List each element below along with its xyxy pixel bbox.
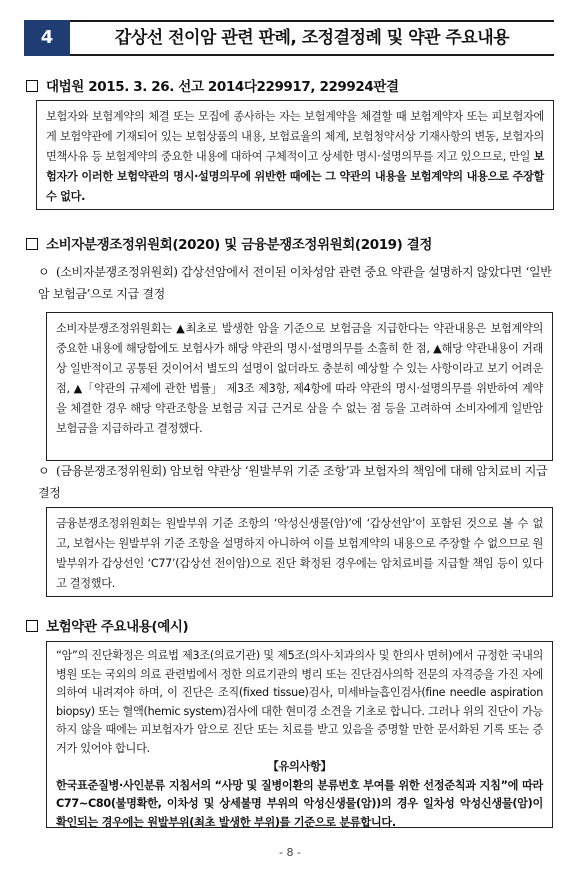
circle-bullet-icon: ㅇ [38, 464, 50, 478]
supreme-court-heading [26, 75, 399, 95]
financial-committee-summary: (금융분쟁조정위원회) 암보험 약관상 ‘원발부위 기준 조항’과 보험자의 책임에 대해 암치료비 지급 결정 [38, 464, 548, 500]
financial-committee-item [38, 460, 556, 504]
consumer-committee-box [46, 312, 553, 461]
supreme-court-bold-text: 보험자가 이러한 보험약관의 명시·설명의무에 위반한 때에는 그 약관의 내용을 보험계약의 내용으로 주장할 수 없다. [46, 150, 544, 203]
section-header-title: 갑상선 전이암 관련 판례, 조정결정례 및 약관 주요내용 [114, 28, 510, 48]
section-number-badge: 4 [24, 20, 70, 56]
circle-bullet-icon: ㅇ [38, 265, 50, 279]
consumer-committee-item [38, 261, 556, 305]
consumer-committee-box-text: 소비자분쟁조정위원회는 ▲최초로 발생한 암을 기준으로 보험금을 지급한다는 약관내용은 보험계약의 중요한 내용에 해당함에도 보험사가 해당 약관의 명시·설명의무를 소홀히 한 점, ▲해당 약관내용이 거래상 일반적이고 공통된 것이어서 별도의 설명이 없더라도 충분히 예상할 수 있는 사항이라고 보기 어려운 점, ▲「약관의 규제에 관한 법률」 제3조 제3항, 제4항에 따라 약관의 명시·설명의무를 위반하여 계약을 체결한 경우 해당 약관조항을 보험금 지급 근거로 삼을 수 없는 점 등을 고려하여 소비자에게 일반암 보험금을 지급하라고 결정했다. [56, 322, 543, 435]
financial-committee-box-text: 금융분쟁조정위원회는 원발부위 기준 조항의 ‘악성신생물(암)’에 ‘갑상선암’이 포함된 것으로 볼 수 없고, 보험사는 원발부위 기준 조항을 설명하지 아니하여 이를 보험계약의 내용으로 주장할 수 없으므로 원발부위가 갑상선인 ‘C77’(갑상선 전이암)으로 진단 확정된 경우에는 암치료비를 지급할 책임 등이 있다고 결정했다. [56, 517, 543, 590]
notice-title: 【유의사항】 [267, 760, 332, 773]
policy-terms-heading-text: 보험약관 주요내용(예시) [46, 619, 189, 635]
policy-terms-box [46, 641, 553, 828]
policy-terms-heading [26, 615, 188, 635]
committee-decision-heading-text: 소비자분쟁조정위원회(2020) 및 금융분쟁조정위원회(2019) 결정 [46, 237, 433, 253]
supreme-court-heading-text: 대법원 2015. 3. 26. 선고 2014다229917, 229924판결 [46, 79, 399, 95]
page-number: - 8 - [279, 846, 301, 859]
consumer-committee-summary: (소비자분쟁조정위원회) 갑상선암에서 전이된 이차성암 관련 중요 약관을 설명하지 않았다면 ‘일반암 보험금’으로 지급 결정 [38, 265, 552, 301]
committee-decision-heading [26, 233, 432, 253]
square-bullet-icon [26, 80, 38, 92]
financial-committee-box [46, 507, 553, 597]
square-bullet-icon [26, 620, 38, 632]
square-bullet-icon [26, 238, 38, 250]
policy-terms-text: “암”의 진단확정은 의료법 제3조(의료기관) 및 제5조(의사·치과의사 및 한의사 면허)에서 규정한 국내의 병원 또는 국외의 의료 관련법에서 정한 의료기관의 병리 또는 진단검사의학 전문의 자격증을 가진 자에 의하여 내려져야 하며, 이 진단은 조직(fixed tissue)검사, 미세바늘흡인검사(fine needle aspiration biopsy) 또는 혈액(hemic system)검사에 대한 현미경 소견을 기초로 합니다. 그러나 위의 진단이 가능하지 않을 때에는 피보험자가 암으로 진단 또는 치료를 받고 있음을 증명할 만한 문서화된 기록 또는 증거가 있어야 합니다. [56, 649, 543, 755]
notice-text: 한국표준질병·사인분류 지침서의 “사망 및 질병이환의 분류번호 부여를 위한 선정준칙과 지침”에 따라 C77~C80(불명확한, 이차성 및 상세불명 부위의 악성신생물(암))의 경우 일차성 악성신생물(암)이 확인되는 경우에는 원발부위(최초 발생한 부위)를 기준으로 분류합니다. [56, 778, 543, 829]
section-header [24, 20, 554, 56]
supreme-court-text: 보험자와 보험계약의 체결 또는 모집에 종사하는 자는 보험계약을 체결할 때 보험계약자 또는 피보험자에게 보험약관에 기재되어 있는 보험상품의 내용, 보험료율의 체계, 보험청약서상 기재사항의 변동, 보험자의 면책사유 등 보험계약의 중요한 내용에 대하여 구체적이고 상세한 명시·설명의무를 지고 있으므로, 만일 [46, 110, 544, 163]
supreme-court-box [36, 100, 554, 210]
